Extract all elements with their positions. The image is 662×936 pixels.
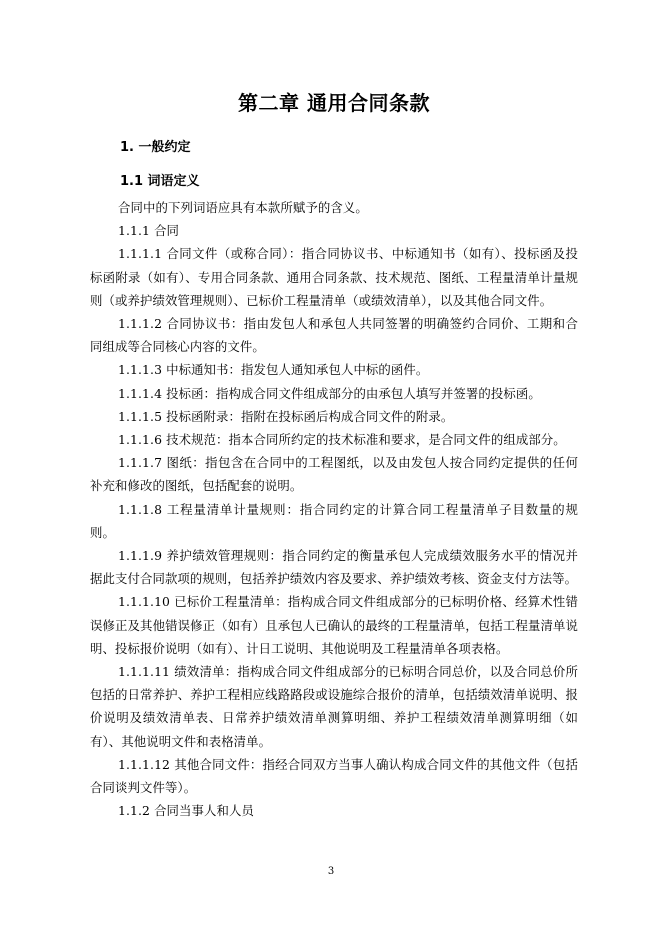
section-heading-general: 1. 一般约定 (120, 140, 191, 155)
paragraph: 合同中的下列词语应具有本款所赋予的含义。 (118, 200, 368, 215)
paragraph: 1.1.1.11 绩效清单：指构成合同文件组成部分的已标明合同总价，以及合同总价所包括的日常养护、养护工程相应线路路段或设施综合报价的清单，包括绩效清单说明、报价说明及绩效清单表、日常养护绩效清单测算明细、养护工程绩效清单测算明细（如有）、其他说明文件和表格清单。 (90, 664, 578, 749)
chapter-title: 第二章 通用合同条款 (238, 91, 430, 115)
paragraph: 1.1.1.8 工程量清单计量规则：指合同约定的计算合同工程量清单子目数量的规则。 (90, 501, 578, 540)
paragraph: 1.1.1.4 投标函：指构成合同文件组成部分的由承包人填写并签署的投标函。 (118, 385, 541, 401)
page-number: 3 (327, 866, 335, 877)
paragraph: 1.1.1.1 合同文件（或称合同）：指合同协议书、中标通知书（如有）、投标函及投标函附录（如有）、专用合同条款、通用合同条款、技术规范、图纸、工程量清单计量规则（或养护绩效管理规则）、已标价工程量清单（或绩效清单），以及其他合同文件。 (90, 246, 578, 308)
paragraph: 1.1.1.9 养护绩效管理规则：指合同约定的衡量承包人完成绩效服务水平的情况并据此支付合同款项的规则，包括养护绩效内容及要求、养护绩效考核、资金支付方法等。 (90, 548, 578, 587)
paragraph: 1.1.1.10 已标价工程量清单：指构成合同文件组成部分的已标明价格、经算术性错误修正及其他错误修正（如有）且承包人已确认的最终的工程量清单，包括工程量清单说明、投标报价说明（如有）、计日工说明、其他说明及工程量清单各项表格。 (90, 594, 578, 656)
paragraph: 1.1.1.6 技术规范：指本合同所约定的技术标准和要求，是合同文件的组成部分。 (118, 432, 566, 448)
paragraph: 1.1.1.7 图纸：指包含在合同中的工程图纸，以及由发包人按合同约定提供的任何补充和修改的图纸，包括配套的说明。 (90, 455, 578, 494)
subsection-heading-definitions: 1.1 词语定义 (120, 174, 200, 189)
paragraph: 1.1.1.12 其他合同文件：指经合同双方当事人确认构成合同文件的其他文件（包括合同谈判文件等）。 (90, 756, 578, 796)
paragraph: 1.1.1.5 投标函附录：指附在投标函后构成合同文件的附录。 (118, 408, 454, 424)
paragraph: 1.1.1 合同 (118, 223, 180, 239)
paragraph: 1.1.1.2 合同协议书：指由发包人和承包人共同签署的明确签约合同价、工期和合同组成等合同核心内容的文件。 (90, 316, 578, 355)
paragraph: 1.1.1.3 中标通知书：指发包人通知承包人中标的函件。 (118, 362, 429, 378)
paragraph: 1.1.2 合同当事人和人员 (118, 803, 254, 819)
